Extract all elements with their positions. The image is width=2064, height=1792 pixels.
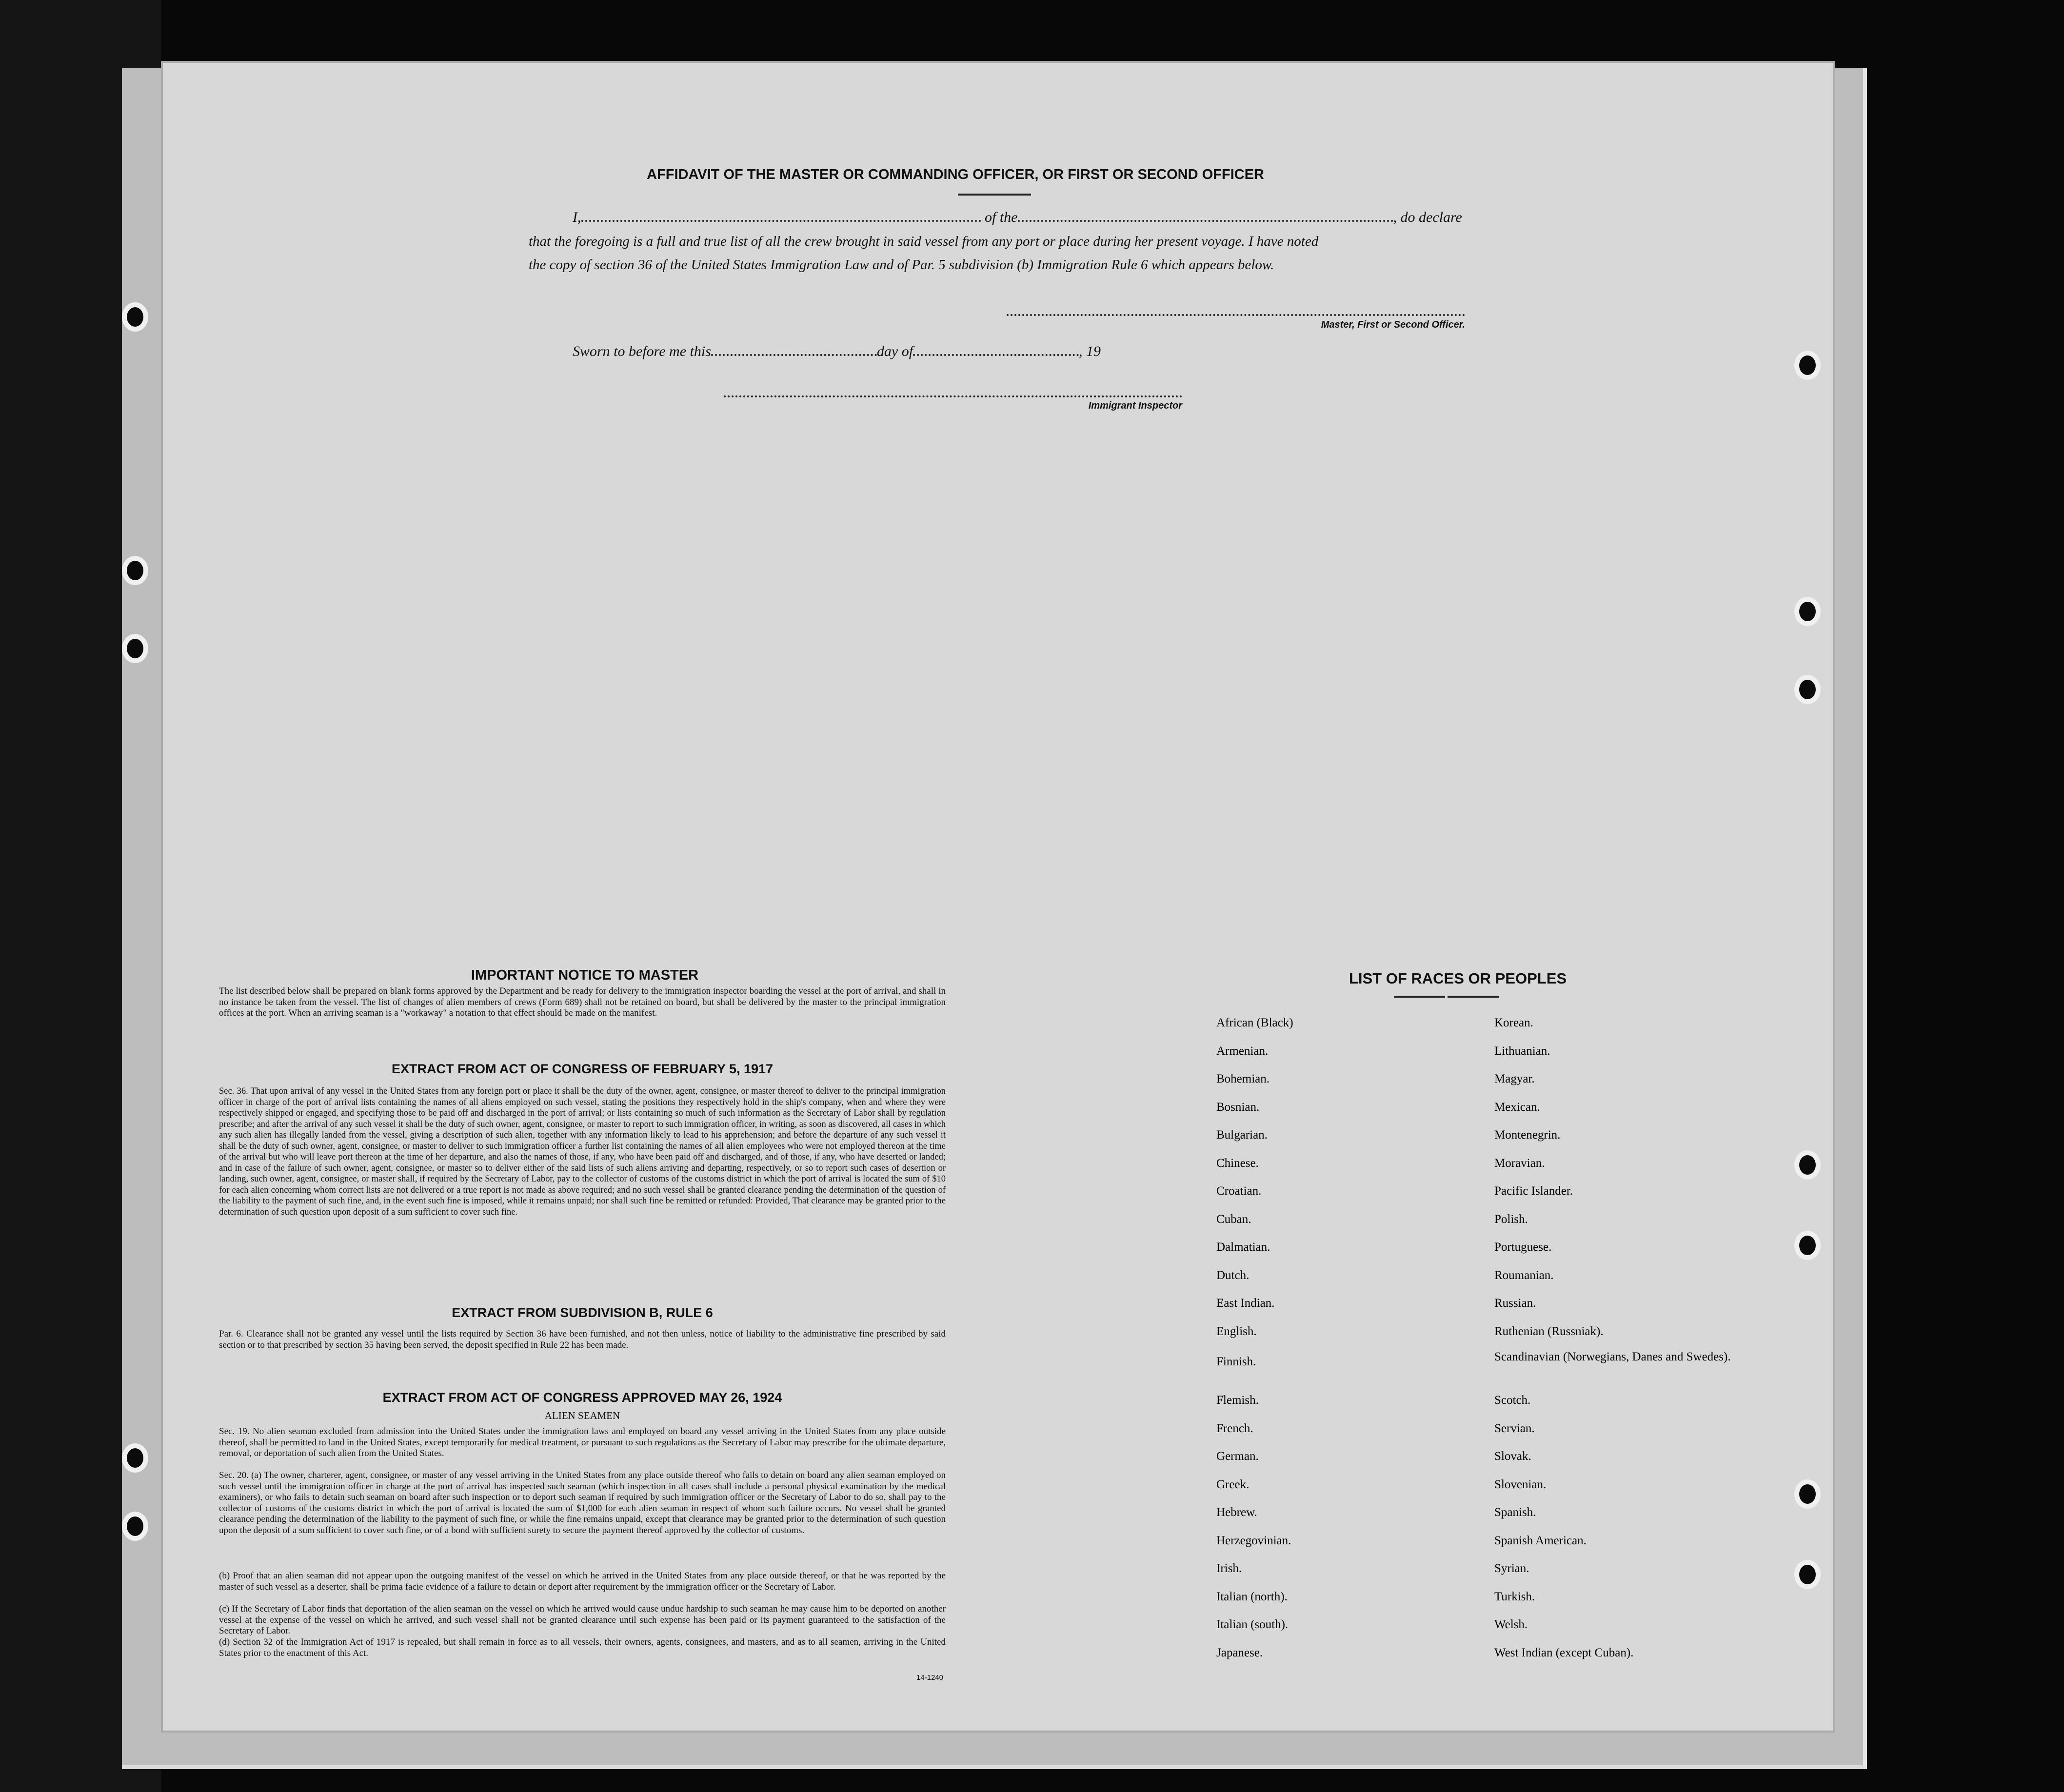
race-item: Herzegovinian. <box>1216 1534 1291 1547</box>
sworn-day-field[interactable] <box>711 354 877 356</box>
binder-hole <box>122 302 148 332</box>
line1-mid: of the <box>985 209 1018 225</box>
race-item: Roumanian. <box>1494 1268 1554 1282</box>
race-item: Korean. <box>1494 1016 1533 1029</box>
race-item: Polish. <box>1494 1212 1528 1226</box>
notice-title: IMPORTANT NOTICE TO MASTER <box>471 967 699 983</box>
master-signature-line <box>1007 314 1465 316</box>
races-title-underline <box>1394 996 1445 998</box>
race-item: Italian (south). <box>1216 1618 1289 1631</box>
race-item: Bulgarian. <box>1216 1128 1268 1142</box>
line1-end: , do declare <box>1393 209 1462 225</box>
binder-hole <box>122 1512 148 1541</box>
extract-1924-sec20d: (d) Section 32 of the Immigration Act of 1917 is repealed, but shall remain in force as to all vessels, their owners, agents, consignees, and masters, and as to all seamen, arriving in the United States prior to the enactment of this Act. <box>219 1637 946 1658</box>
race-item: Bohemian. <box>1216 1072 1270 1085</box>
race-item: Chinese. <box>1216 1156 1259 1170</box>
affidavit-line-2: that the foregoing is a full and true list of all the crew brought in said vessel from any port or place during her present voyage. I have noted <box>529 234 1319 249</box>
races-title: LIST OF RACES OR PEOPLES <box>1349 970 1567 987</box>
race-item: Flemish. <box>1216 1394 1259 1407</box>
title-underline <box>958 194 1031 196</box>
extract-1924-subtitle: ALIEN SEAMEN <box>544 1410 620 1421</box>
sworn-mid: day of <box>876 343 913 359</box>
race-item: Welsh. <box>1494 1618 1528 1631</box>
affidavit-line-1 <box>573 209 1631 226</box>
race-item: Portuguese. <box>1494 1241 1552 1254</box>
race-item: Bosnian. <box>1216 1100 1260 1114</box>
extract-1924-sec20a: Sec. 20. (a) The owner, charterer, agent, consignee, or master of any vessel arriving in the United States from any place outside thereof who fails to detain on board any alien seaman employed on such vessel until the immigration officer in charge at the port of arrival has inspected such seaman (which inspection in all cases shall include a personal physical examination by the medical examiners), or who fails to detain such seaman on board after such inspection or to deport such seaman if required by such immigration officer or the Secretary of Labor to do so, shall pay to the collector of customs of the customs district in which the port of arrival is located the sum of $1,000 for each alien seaman in respect of whom such failure occurs. No vessel shall be granted clearance pending the determination of the liability to the payment of such fine, or while the fine remains unpaid, except that clearance may be granted prior to the determination of such question upon the deposit of a sum sufficient to cover such fine, or of a bond with sufficient surety to secure the payment thereof approved by the collector of customs. <box>219 1470 946 1536</box>
line1-start: I, <box>573 209 581 225</box>
race-item: East Indian. <box>1216 1297 1275 1310</box>
race-item: Ruthenian (Russniak). <box>1494 1324 1604 1338</box>
race-item: Spanish. <box>1494 1506 1536 1519</box>
sworn-line <box>573 343 1101 360</box>
race-item: Syrian. <box>1494 1562 1529 1575</box>
race-item: Greek. <box>1216 1477 1250 1491</box>
race-item: Slovenian. <box>1494 1477 1547 1491</box>
extract-1924-sec20b: (b) Proof that an alien seaman did not appear upon the outgoing manifest of the vessel on which he arrived in the United States from any place outside thereof, or that he was reported by the master of such vessel as a deserter, shall be prima facie evidence of a failure to detain or deport after requirement by the immigration officer or the Secretary of Labor. <box>219 1571 946 1592</box>
affidavit-line-3: the copy of section 36 of the United States Immigration Law and of Par. 5 subdivision (b) Immigration Rule 6 which appears below. <box>529 257 1274 273</box>
master-signature-label: Master, First or Second Officer. <box>1321 319 1465 330</box>
race-item: Armenian. <box>1216 1044 1269 1058</box>
race-item: Pacific Islander. <box>1494 1184 1573 1198</box>
declarant-name-field[interactable] <box>581 220 981 222</box>
race-item: Dalmatian. <box>1216 1241 1270 1254</box>
document-page <box>161 61 1835 1733</box>
races-right-column <box>1494 1009 1767 1667</box>
race-item: West Indian (except Cuban). <box>1494 1646 1634 1659</box>
page-hole <box>1794 1479 1821 1509</box>
race-item: Scotch. <box>1494 1394 1531 1407</box>
race-item: Montenegrin. <box>1494 1128 1561 1142</box>
sworn-month-field[interactable] <box>913 354 1079 356</box>
race-item: Lithuanian. <box>1494 1044 1550 1058</box>
extract-1917-title: EXTRACT FROM ACT OF CONGRESS OF FEBRUARY 5, 1917 <box>391 1062 774 1076</box>
binder-hole <box>122 556 148 585</box>
extract-1924-title: EXTRACT FROM ACT OF CONGRESS APPROVED MAY 26, 1924 <box>382 1390 782 1405</box>
form-number: 14-1240 <box>916 1674 943 1682</box>
page-hole <box>1794 351 1821 380</box>
page-hole <box>1794 597 1821 626</box>
extract-rule6-title: EXTRACT FROM SUBDIVISION B, RULE 6 <box>452 1305 713 1320</box>
race-item: Moravian. <box>1494 1156 1545 1170</box>
race-item: Slovak. <box>1494 1450 1531 1463</box>
race-item: African (Black) <box>1216 1016 1293 1029</box>
race-item: Dutch. <box>1216 1268 1250 1282</box>
vessel-name-field[interactable] <box>1018 220 1393 222</box>
race-item: Japanese. <box>1216 1646 1263 1659</box>
race-item: Turkish. <box>1494 1590 1535 1603</box>
page-hole <box>1794 1560 1821 1589</box>
notice-text: The list described below shall be prepared on blank forms approved by the Department and be ready for delivery to the immigration inspector boarding the vessel at the port of arrival, and shall in no instance be taken from the vessel. The list of changes of alien members of crews (Form 689) shall not be retained on board, but shall be delivered by the master to the principal immigration offices at the port. When an arriving seaman is a "workaway" a notation to that effect should be made on the manifest. <box>219 986 946 1018</box>
race-item: Servian. <box>1494 1421 1535 1435</box>
extract-1924-sec19: Sec. 19. No alien seaman excluded from admission into the United States under the immigration laws and employed on board any vessel arriving in the United States from any place outside thereof, shall be permitted to land in the United States, except temporarily for medical treatment, or pursuant to such regulations as the Secretary of Labor may prescribe for the ultimate departure, removal, or deportation of such alien from the United States. <box>219 1426 946 1458</box>
extract-1924-sec20c: (c) If the Secretary of Labor finds that deportation of the alien seaman on the vessel on which he arrived would cause undue hardship to such seaman he may cause him to be deported on another vessel at the expense of the vessel on which he arrived, and such vessel shall not be granted clearance until such expense has been paid or its payment guaranteed to the satisfaction of the Secretary of Labor. <box>219 1604 946 1636</box>
binder-hole <box>122 634 148 663</box>
race-item: Spanish American. <box>1494 1534 1587 1547</box>
race-item: Finnish. <box>1216 1355 1256 1368</box>
binder-hole <box>122 1443 148 1473</box>
race-item: Mexican. <box>1494 1100 1540 1114</box>
race-item: Irish. <box>1216 1562 1242 1575</box>
race-item: French. <box>1216 1421 1253 1435</box>
inspector-signature-label: Immigrant Inspector <box>1088 400 1182 411</box>
sworn-end: , 19 <box>1079 343 1101 359</box>
page-hole <box>1794 1150 1821 1180</box>
race-item: Croatian. <box>1216 1184 1262 1198</box>
page-hole <box>1794 675 1821 704</box>
races-left-column <box>1216 1009 1489 1667</box>
race-item: Hebrew. <box>1216 1506 1257 1519</box>
race-item: Cuban. <box>1216 1212 1251 1226</box>
race-item: Scandinavian (Norwegians, Danes and Swedes). <box>1494 1350 1731 1363</box>
inspector-signature-line <box>724 395 1182 397</box>
race-item: English. <box>1216 1324 1257 1338</box>
races-title-underline <box>1448 996 1499 998</box>
sworn-start: Sworn to before me this <box>573 343 711 359</box>
race-item: German. <box>1216 1450 1259 1463</box>
race-item: Magyar. <box>1494 1072 1535 1085</box>
extract-rule6-text: Par. 6. Clearance shall not be granted any vessel until the lists required by Section 36 have been furnished, and not then unless, notice of liability to the administrative fine prescribed by said section or to that prescribed by section 35 having been served, the deposit specified in Rule 22 has been made. <box>219 1329 946 1350</box>
extract-1917-text: Sec. 36. That upon arrival of any vessel in the United States from any foreign port or place it shall be the duty of the owner, agent, consignee, or master thereof to deliver to the principal immigration officer in charge of the port of arrival lists containing the names of all aliens employed on such vessel, stating the positions they respectively hold in the ship's company, when and where they were respectively shipped or engaged, and specifying those to be paid off and discharged in the port of arrival; or lists containing so much of such information as the Secretary of Labor shall by regulation prescribe; and after the arrival of any such vessel it shall be the duty of such owner, agent, consignee, or master to report to such immigration officer, in writing, as soon as discovered, all cases in which any such alien has illegally landed from the vessel, giving a description of such alien, together with any information likely to lead to his apprehension; and before the departure of any such vessel it shall be the duty of such owner, agent, consignee, or master to deliver to such immigration officer a further list containing the names of all alien employees who were not employed thereon at the time of the arrival but who will leave port thereon at the time of her departure, and also the names of those, if any, who have been paid off and discharged, and of those, if any, who have deserted or landed; and in case of the failure of such owner, agent, consignee, or master so to deliver either of the said lists of such aliens arriving and departing, respectively, or so to report such cases of desertion or landing, such owner, agent, consignee, or master shall, if required by the Secretary of Labor, pay to the collector of customs of the customs district in which the port of arrival is located the sum of $10 for each alien concerning whom correct lists are not delivered or a true report is not made as above required; and no such vessel shall be granted clearance pending the determination of the question of the liability to the payment of such fine, and, in the event such fine is imposed, while it remains unpaid; nor shall such fine be remitted or refunded: Provided, That clearance may be granted prior to the determination of such question upon deposit of a sum sufficient to cover such fine. <box>219 1086 946 1217</box>
race-item: Italian (north). <box>1216 1590 1288 1603</box>
affidavit-title: AFFIDAVIT OF THE MASTER OR COMMANDING OFFICER, OR FIRST OR SECOND OFFICER <box>647 167 1264 182</box>
page-hole <box>1794 1231 1821 1260</box>
race-item: Russian. <box>1494 1297 1536 1310</box>
